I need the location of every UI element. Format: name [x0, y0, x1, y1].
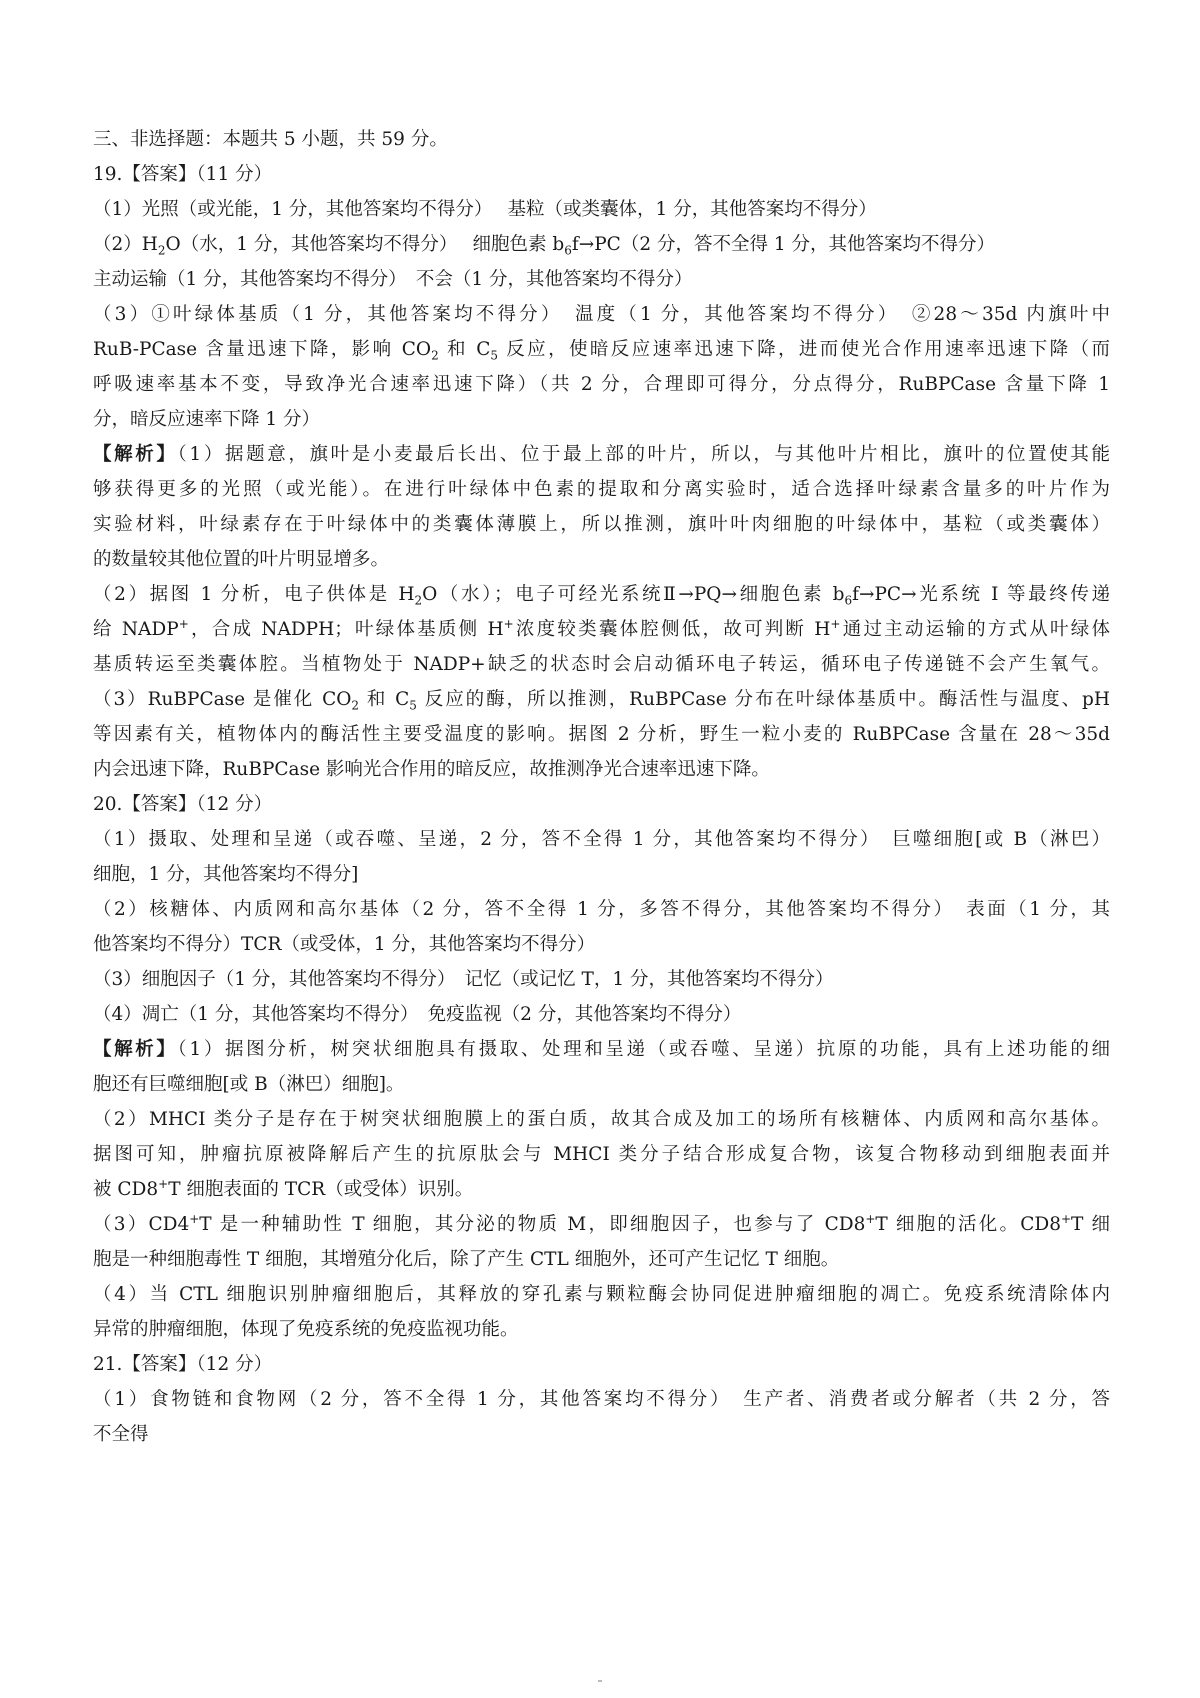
q20-explanation-3-line-1: （3）CD4+T 是一种辅助性 T 细胞，其分泌的物质 M，即细胞因子，也参与了 CD8+T 细胞的活化。CD8+T 细	[93, 1211, 1110, 1235]
q20-answer-3: （3）细胞因子（1 分，其他答案均不得分） 记忆（或记忆 T，1 分，其他答案均不得分）	[93, 969, 834, 990]
q19-explanation-3-line-2: 等因素有关，植物体内的酶活性主要受温度的影响。据图 2 分析，野生一粒小麦的 RuBPCase 含量在 28～35d	[93, 724, 1110, 745]
q19-answer-3-line-1: （3）①叶绿体基质（1 分，其他答案均不得分） 温度（1 分，其他答案均不得分） ②28～35d 内旗叶中	[93, 304, 1110, 325]
q20-answer-4: （4）凋亡（1 分，其他答案均不得分） 免疫监视（2 分，其他答案均不得分）	[93, 1004, 742, 1025]
q19-explanation-2-line-1: （2）据图 1 分析，电子供体是 $H_2O$（水）；电子可经光系统Ⅱ→PQ→细胞色素 $b_6f\to PC\to$光系统 I 等最终传递	[93, 584, 1110, 608]
q20-answer-2-line-1: （2）核糖体、内质网和高尔基体（2 分，答不全得 1 分，多答不得分，其他答案均不得分） 表面（1 分，其	[93, 899, 1110, 920]
q19-answer-3-line-3: 呼吸速率基本不变，导致净光合速率迅速下降）（共 2 分，合理即可得分，分点得分，RuBPCase 含量下降 1	[93, 374, 1110, 395]
q20-explanation-2-line-1: （2）MHCI 类分子是存在于树突状细胞膜上的蛋白质，故其合成及加工的场所有核糖体、内质网和高尔基体。	[93, 1109, 1110, 1130]
q20-explanation-2-line-2: 据图可知，肿瘤抗原被降解后产生的抗原肽会与 MHCI 类分子结合形成复合物，该复合物移动到细胞表面并	[93, 1144, 1110, 1165]
q20-answer-2-line-2: 他答案均不得分）TCR（或受体，1 分，其他答案均不得分）	[93, 934, 596, 955]
q20-explanation-1-line-2: 胞还有巨噬细胞[或 B（淋巴）细胞]。	[93, 1074, 405, 1095]
q20-explanation-2-line-3: 被 CD8+T 细胞表面的 TCR（或受体）识别。	[93, 1176, 474, 1200]
q19-answer-3-line-4: 分，暗反应速率下降 1 分）	[93, 409, 321, 430]
q19-explanation-2-line-2: 给 NADP+，合成 NADPH；叶绿体基质侧 H+浓度较类囊体腔侧低，故可判断 H+通过主动运输的方式从叶绿体	[93, 616, 1111, 640]
q19-explanation-2-line-3: 基质转运至类囊体腔。当植物处于 NADP+缺乏的状态时会启动循环电子转运，循环电子传递链不会产生氧气。	[93, 654, 1110, 675]
q19-answer-2-line-2: 主动运输（1 分，其他答案均不得分） 不会（1 分，其他答案均不得分）	[93, 269, 693, 290]
q19-answer-3-line-2: RuB-PCase 含量迅速下降，影响 $CO_2$ 和 $C_5$ 反应，使暗反应速率迅速下降，进而使光合作用速率迅速下降（而	[93, 339, 1110, 363]
q21-title: 21.【答案】（12 分）	[93, 1354, 273, 1375]
q20-answer-1-line-1: （1）摄取、处理和呈递（或吞噬、呈递，2 分，答不全得 1 分，其他答案均不得分） 巨噬细胞[或 B（淋巴）	[93, 829, 1110, 850]
section-heading: 三、非选择题：本题共 5 小题，共 59 分。	[93, 129, 448, 150]
q19-explanation-3-line-3: 内会迅速下降，RuBPCase 影响光合作用的暗反应，故推测净光合速率迅速下降。	[93, 759, 770, 780]
q19-explanation-3-line-1: （3）RuBPCase 是催化 $CO_2$ 和 $C_5$ 反应的酶，所以推测，RuBPCase 分布在叶绿体基质中。酶活性与温度、pH	[93, 689, 1110, 713]
q21-answer-1-line-1: （1）食物链和食物网（2 分，答不全得 1 分，其他答案均不得分） 生产者、消费者或分解者（共 2 分，答	[93, 1389, 1110, 1410]
page-footer-mark	[598, 1680, 602, 1682]
q20-explanation-4-line-1: （4）当 CTL 细胞识别肿瘤细胞后，其释放的穿孔素与颗粒酶会协同促进肿瘤细胞的凋亡。免疫系统清除体内	[93, 1284, 1110, 1305]
q20-explanation-4-line-2: 异常的肿瘤细胞，体现了免疫系统的免疫监视功能。	[93, 1319, 519, 1340]
q19-explanation-1-line-1: 【解析】（1）据题意，旗叶是小麦最后长出、位于最上部的叶片，所以，与其他叶片相比，旗叶的位置使其能	[93, 444, 1110, 465]
q19-explanation-1-line-3: 实验材料，叶绿素存在于叶绿体中的类囊体薄膜上，所以推测，旗叶叶肉细胞的叶绿体中，基粒（或类囊体）	[93, 514, 1110, 535]
q20-explanation-3-line-2: 胞是一种细胞毒性 T 细胞，其增殖分化后，除了产生 CTL 细胞外，还可产生记忆 T 细胞。	[93, 1249, 840, 1270]
q19-answer-1: （1）光照（或光能，1 分，其他答案均不得分） 基粒（或类囊体，1 分，其他答案均不得分）	[93, 199, 877, 220]
q20-title: 20.【答案】（12 分）	[93, 794, 273, 815]
q20-explanation-1-line-1: 【解析】（1）据图分析，树突状细胞具有摄取、处理和呈递（或吞噬、呈递）抗原的功能，具有上述功能的细	[93, 1039, 1110, 1060]
q21-answer-1-line-2: 不全得	[93, 1424, 149, 1445]
q19-answer-2-line-1: $(2)H_2O$（水，1 分，其他答案均不得分） 细胞色素 $b_6f\to PC(2$ 分，答不全得 1 分，其他答案均不得分）	[93, 234, 996, 258]
q19-explanation-1-line-2: 够获得更多的光照（或光能）。在进行叶绿体中色素的提取和分离实验时，适合选择叶绿素含量多的叶片作为	[93, 479, 1110, 500]
q20-answer-1-line-2: 细胞，1 分，其他答案均不得分]	[93, 864, 359, 885]
q19-explanation-1-line-4: 的数量较其他位置的叶片明显增多。	[93, 549, 390, 570]
q19-title: 19.【答案】（11 分）	[93, 164, 273, 185]
